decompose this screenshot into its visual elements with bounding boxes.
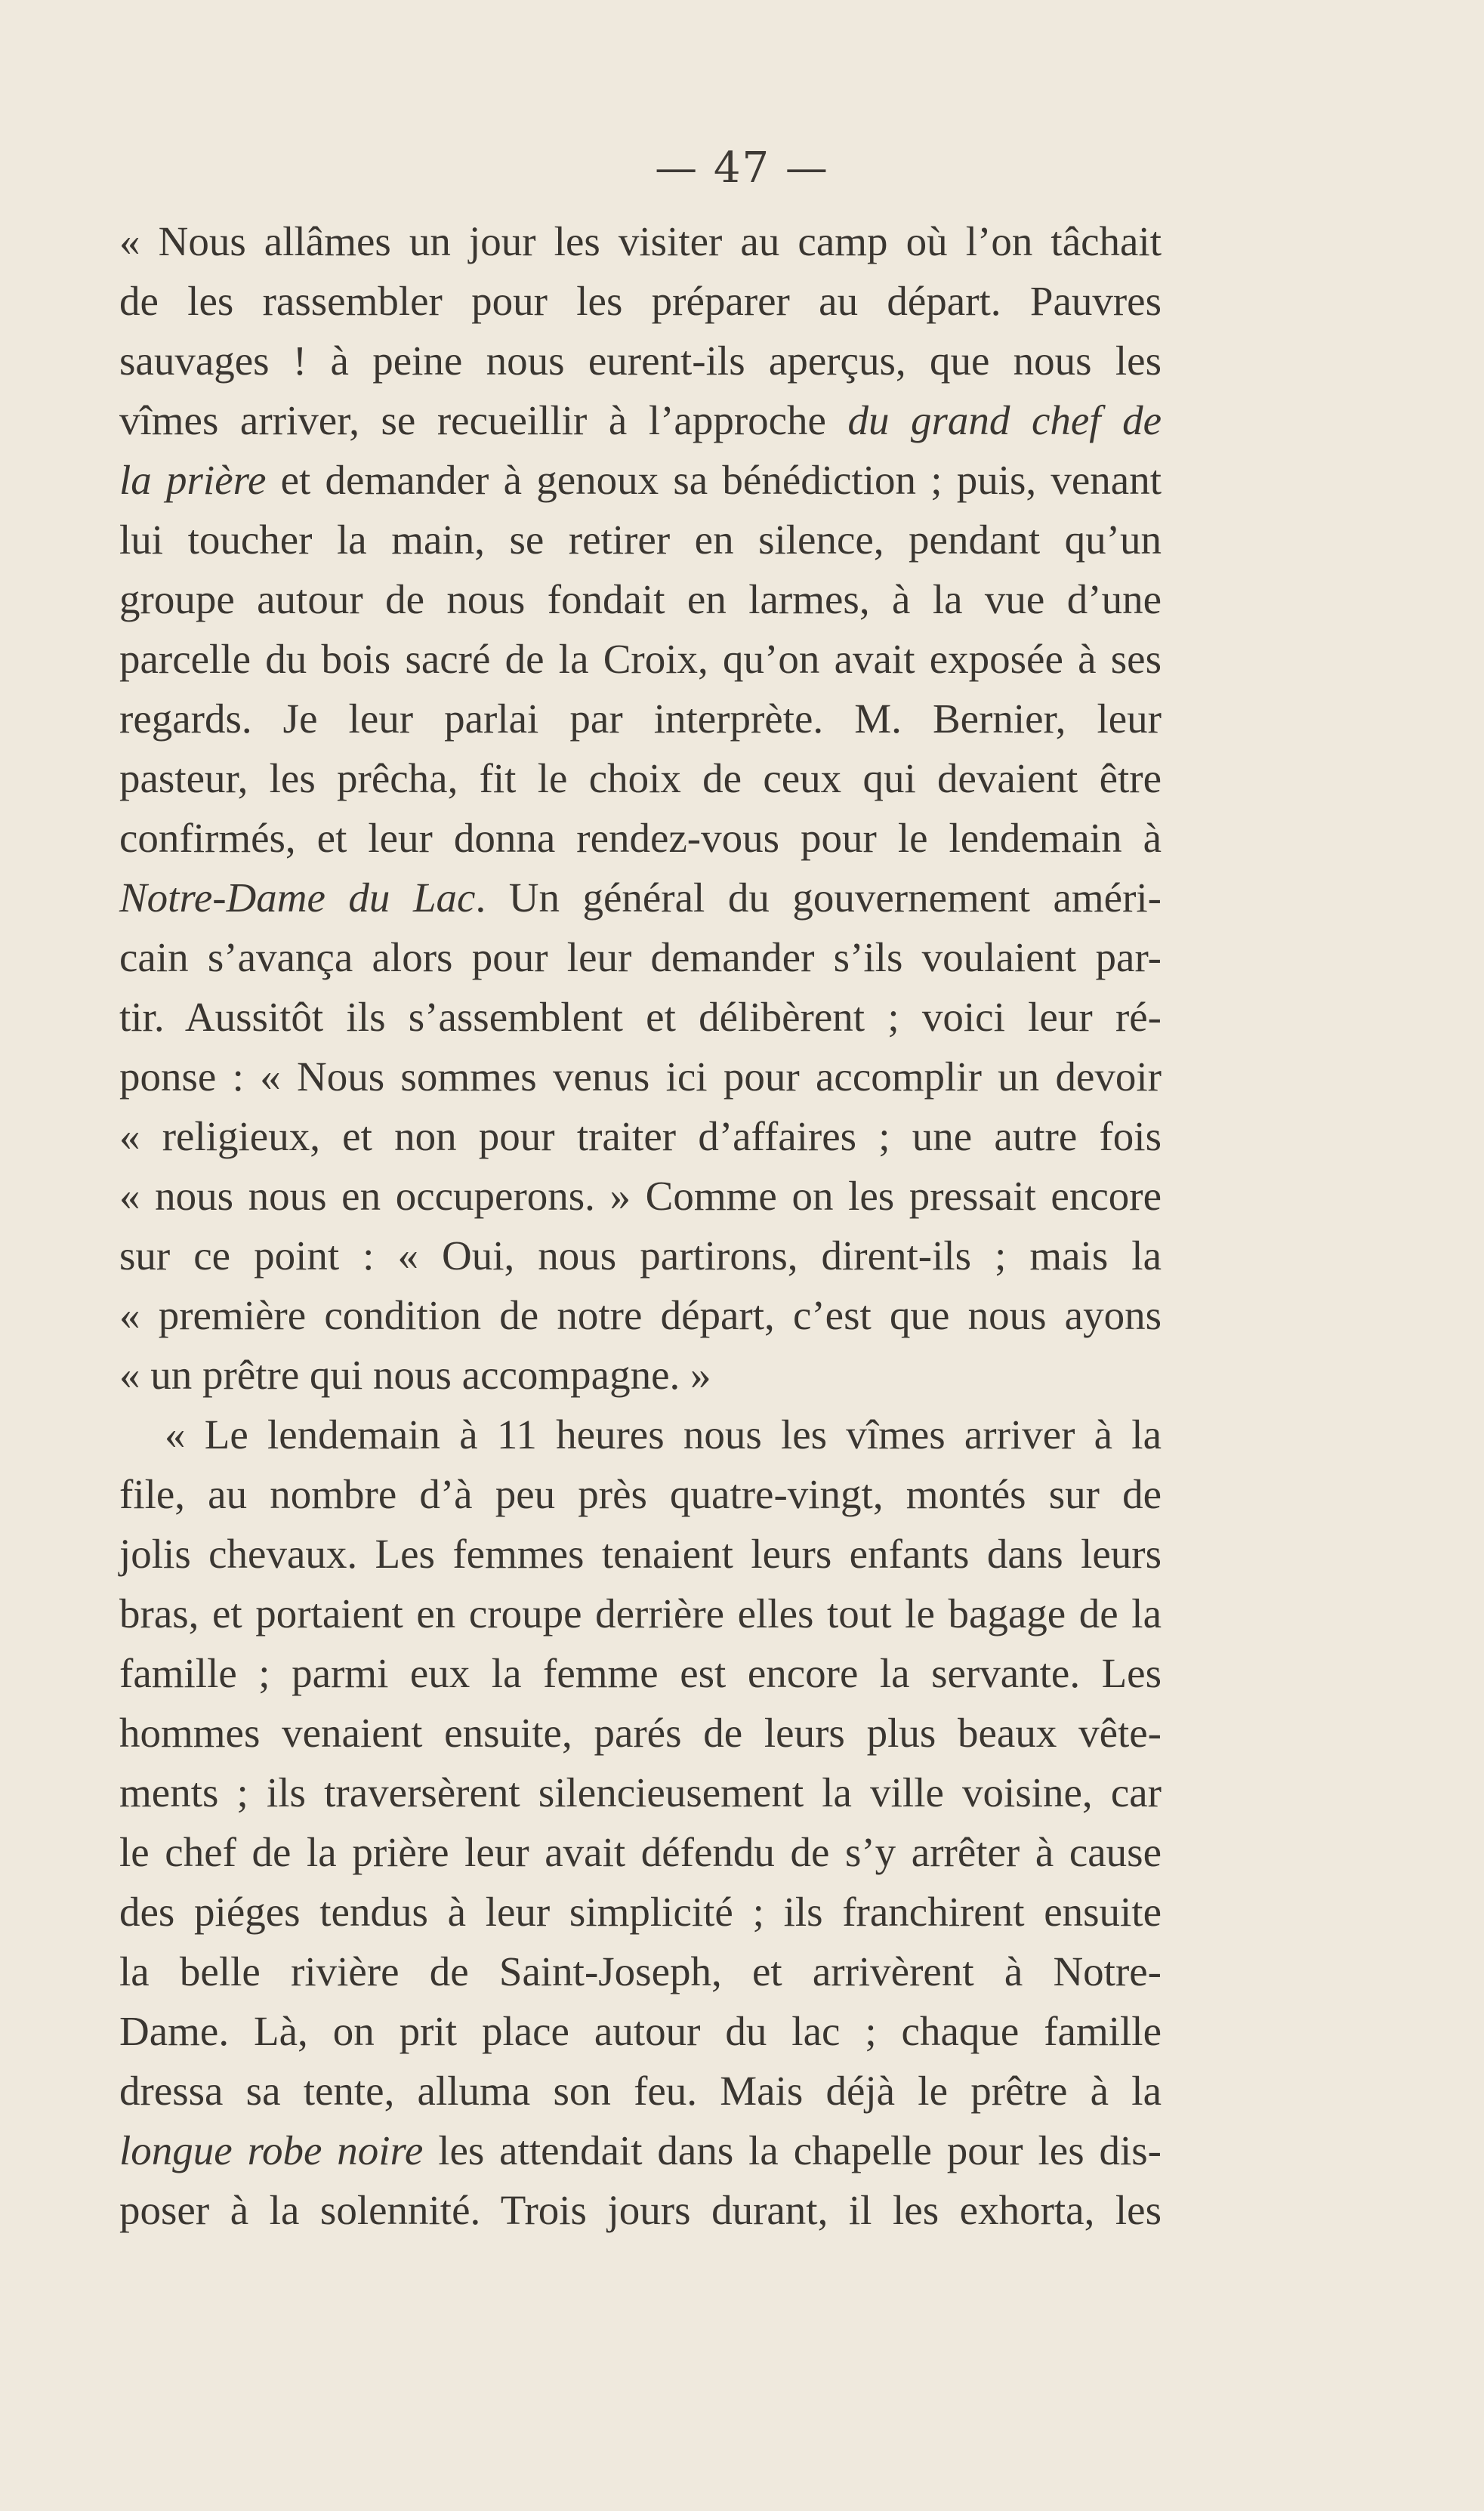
text-line — [119, 748, 1162, 808]
text-run: ments ; ils traversèrent silencieusement la ville voisine, car — [119, 1769, 1162, 1815]
text-run: « religieux, et non pour traiter d’affaires ; une autre fois — [119, 1113, 1162, 1159]
text-run: cain s’avança alors pour leur demander s’ils voulaient par- — [119, 934, 1162, 980]
page-number: — 47 — — [655, 143, 829, 193]
text-run: groupe autour de nous fondait en larmes, à la vue d’une — [119, 576, 1162, 622]
text-run: regards. Je leur parlai par interprète. M. Bernier, leur — [119, 696, 1162, 742]
text-run: . Un général du gouvernement améri- — [475, 875, 1162, 921]
text-run: le chef de la prière leur avait défendu de s’y arrêter à cause — [119, 1829, 1162, 1875]
text-line — [119, 689, 1162, 748]
text-run: « première condition de notre départ, c’est que nous ayons — [119, 1292, 1162, 1338]
text-run: sauvages ! à peine nous eurent-ils aperçus, que nous les — [119, 338, 1162, 384]
text-line — [119, 1703, 1162, 1763]
text-line — [119, 2121, 1162, 2180]
text-run: confirmés, et leur donna rendez-vous pour le lendemain à — [119, 815, 1162, 861]
text-line — [119, 450, 1162, 510]
text-run: et demander à genoux sa bénédiction ; puis, venant — [266, 457, 1162, 503]
text-line — [119, 1345, 1162, 1405]
text-line — [119, 987, 1162, 1047]
text-line — [119, 1942, 1162, 2001]
text-run: sur ce point : « Oui, nous partirons, dirent-ils ; mais la — [119, 1232, 1162, 1279]
text-run: la belle rivière de Saint-Joseph, et arrivèrent à Notre- — [119, 1948, 1162, 1994]
text-line — [119, 927, 1162, 987]
text-line — [119, 1464, 1162, 1524]
text-run: Dame. Là, on prit place autour du lac ; chaque famille — [119, 2008, 1162, 2054]
text-run: les attendait dans la chapelle pour les dis- — [423, 2127, 1162, 2173]
text-line — [119, 390, 1162, 450]
text-line — [119, 1285, 1162, 1345]
text-line — [119, 1106, 1162, 1166]
italic-text: longue robe noire — [119, 2127, 424, 2173]
text-run: famille ; parmi eux la femme est encore la servante. Les — [119, 1650, 1162, 1696]
text-run: ponse : « Nous sommes venus ici pour accomplir un devoir — [119, 1053, 1162, 1100]
text-line — [119, 629, 1162, 689]
text-run: parcelle du bois sacré de la Croix, qu’on avait exposée à ses — [119, 636, 1162, 682]
text-line — [119, 1822, 1162, 1882]
text-run: poser à la solennité. Trois jours durant, il les exhorta, les — [119, 2187, 1162, 2233]
text-run: lui toucher la main, se retirer en silence, pendant qu’un — [119, 517, 1162, 563]
paragraph — [119, 1405, 1162, 2240]
text-line — [119, 1584, 1162, 1643]
text-run: bras, et portaient en croupe derrière elles tout le bagage de la — [119, 1590, 1162, 1636]
text-run: de les rassembler pour les préparer au départ. Pauvres — [119, 278, 1162, 324]
text-line — [119, 2061, 1162, 2121]
text-run: hommes venaient ensuite, parés de leurs plus beaux vête- — [119, 1710, 1162, 1756]
italic-text: du grand chef de — [847, 397, 1162, 443]
text-run: pasteur, les prêcha, fit le choix de ceux qui devaient être — [119, 755, 1162, 801]
text-line — [119, 2001, 1162, 2061]
text-run: « Nous allâmes un jour les visiter au camp où l’on tâchait — [119, 218, 1162, 264]
text-run: file, au nombre d’à peu près quatre-vingt, montés sur de — [119, 1471, 1162, 1517]
text-run: jolis chevaux. Les femmes tenaient leurs enfants dans leurs — [119, 1531, 1162, 1577]
text-line — [119, 1166, 1162, 1226]
text-run: « Le lendemain à 11 heures nous les vîmes arriver à la — [165, 1411, 1162, 1458]
text-line — [119, 1763, 1162, 1822]
text-line — [119, 2180, 1162, 2240]
text-line — [119, 1882, 1162, 1942]
paragraph — [119, 211, 1162, 1405]
text-line — [119, 271, 1162, 331]
text-run: « un prêtre qui nous accompagne. » — [119, 1352, 711, 1398]
text-line — [119, 510, 1162, 569]
text-line — [119, 1047, 1162, 1106]
text-run: tir. Aussitôt ils s’assemblent et délibèrent ; voici leur ré- — [119, 994, 1162, 1040]
text-line — [119, 868, 1162, 927]
text-line — [119, 808, 1162, 868]
body-text — [119, 211, 1162, 2240]
text-line — [119, 331, 1162, 390]
text-line — [119, 1405, 1162, 1464]
text-line — [119, 211, 1162, 271]
text-run: des piéges tendus à leur simplicité ; ils franchirent ensuite — [119, 1889, 1162, 1935]
italic-text: Notre-Dame du Lac — [119, 875, 476, 921]
text-run: « nous nous en occuperons. » Comme on les pressait encore — [119, 1173, 1162, 1219]
italic-text: la prière — [119, 457, 267, 503]
text-run: dressa sa tente, alluma son feu. Mais déjà le prêtre à la — [119, 2068, 1162, 2114]
text-line — [119, 1643, 1162, 1703]
text-run: vîmes arriver, se recueillir à l’approche — [119, 397, 848, 443]
text-line — [119, 569, 1162, 629]
text-line — [119, 1524, 1162, 1584]
text-line — [119, 1226, 1162, 1285]
